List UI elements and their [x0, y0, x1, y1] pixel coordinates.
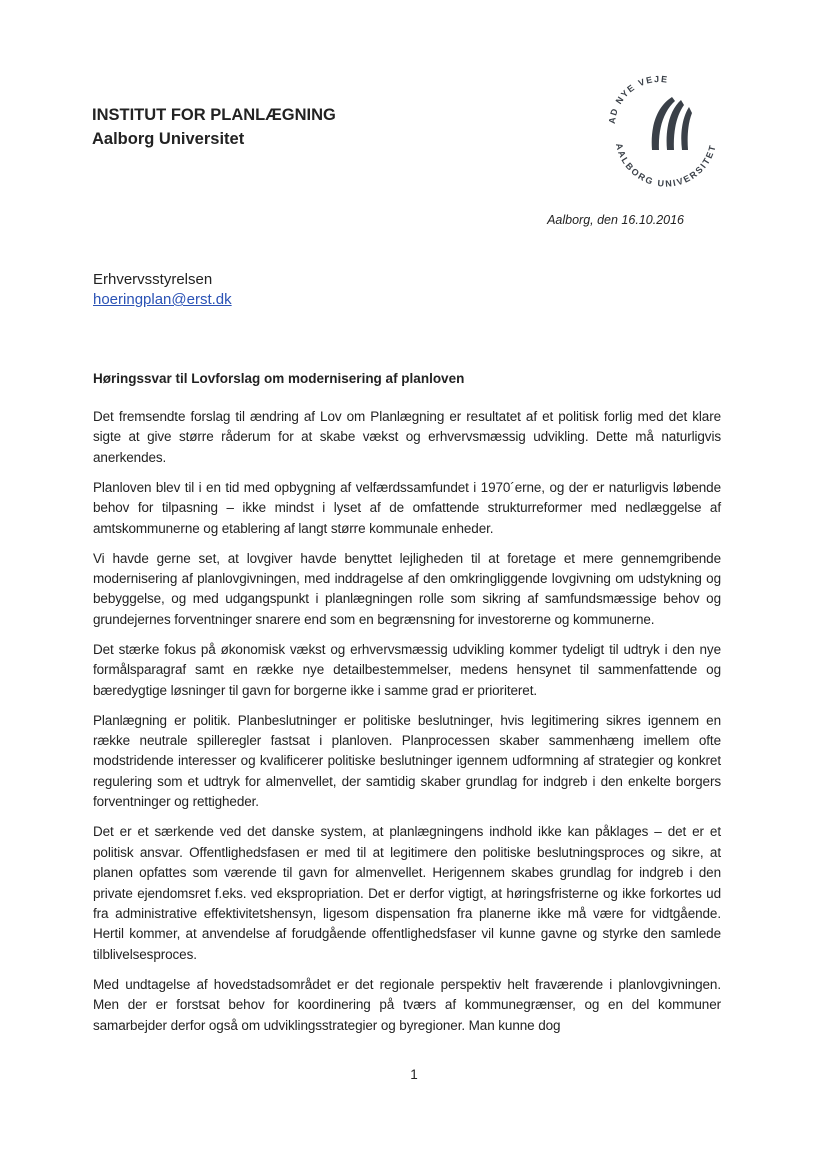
university-name: Aalborg Universitet	[92, 130, 245, 148]
recipient-email-link[interactable]: hoeringplan@erst.dk	[93, 291, 232, 308]
recipient-name: Erhvervsstyrelsen	[93, 271, 213, 288]
date-line: Aalborg, den 16.10.2016	[547, 213, 684, 227]
body-paragraph: Det stærke fokus på økonomisk vækst og erhvervsmæssig udvikling kommer tydeligt til udtryk i den nye formålsparagraf samt en række nye detailbestemmelser, medens hensynet til sammenfattende og bæredygtige løsninger til gavn for borgerne ikke i samme grad er prioriteret.	[93, 641, 721, 698]
body-paragraph: Det fremsendte forslag til ændring af Lov om Planlægning er resultatet af et politisk forlig med det klare sigte at give større råderum for at skabe vækst og erhvervsmæssig udvikling. Dette må naturligvis anerkendes.	[93, 409, 721, 465]
letterhead	[92, 103, 336, 151]
body-paragraph: Planlægning er politik. Planbeslutninger er politiske beslutninger, hvis legitimering sikres igennem en række neutrale spilleregler fastsat i planloven. Planprocessen skaber sammenhæng imellem ofte modstridende interesser og kvalificerer politiske beslutninger igennem udformning af strategier og konkret regulering som et udtryk for almenvellet, der samtidig skaber grundlag for indgreb i den enkelte borgers forventninger og rettigheder.	[93, 712, 721, 810]
page-number: 1	[410, 1067, 418, 1082]
body-paragraph: Planloven blev til i en tid med opbygning af velfærdssamfundet i 1970´erne, og der er naturligvis løbende behov for tilpasning – ikke mindst i lyset af de omfattende strukturreformer med nedlæggelse af amtskommunerne og etablering af langt større kommunale enheder.	[93, 479, 721, 536]
body-paragraph: Vi havde gerne set, at lovgiver havde benyttet lejligheden til at foretage et mere gennemgribende modernisering af planlovgivningen, med inddragelse af den omkringliggende lovgivning om udstykning og bebyggelse, og med udgangspunkt i planlægningen rolle som sikring af samfundsmæssige behov og grundejernes forventninger snarere end som en begrænsning for investorerne og kommunerne.	[93, 550, 721, 627]
letter-body	[93, 407, 721, 1046]
institute-name: INSTITUT FOR PLANLÆGNING	[92, 106, 336, 124]
body-paragraph: Det er et særkende ved det danske system, at planlægningens indhold ikke kan påklages – det er et politisk ansvar. Offentlighedsfasen er med til at legitimere den politiske beslutningsproces og sikre, at planen opfattes som værende til gavn for almenvellet. Herigennem skabes grundlag for indgreb i den private ejendomsret f.eks. ved ekspropriation. Det er derfor vigtigt, at høringsfristerne og ikke forkortes ud fra administrative effektivitetshensyn, ligesom dispensation fra planerne ikke må være for vidtgående. Hertil kommer, at anvendelse af forudgående offentlighedsfaser vil kunne gavne og styrke den samlede tilblivelsesproces.	[93, 824, 721, 962]
aalborg-university-logo-icon	[588, 66, 728, 190]
letter-subject: Høringssvar til Lovforslag om modernisering af planloven	[93, 371, 465, 386]
body-paragraph: Med undtagelse af hovedstadsområdet er det regionale perspektiv helt fraværende i planlovgivningen. Men der er forstsat behov for koordinering på tværs af kommunegrænser, og en del kommuner samarbejder derfor også om udviklingsstrategier og byregioner. Man kunne dog	[93, 976, 721, 1033]
recipient-block	[93, 270, 232, 310]
svg-text:AALBORG UNIVERSITET	[614, 142, 718, 189]
logo-name: AALBORG UNIVERSITET	[613, 142, 718, 189]
logo-waves-icon	[652, 97, 692, 150]
logo-motto: AD NYE VEJE	[606, 73, 670, 125]
